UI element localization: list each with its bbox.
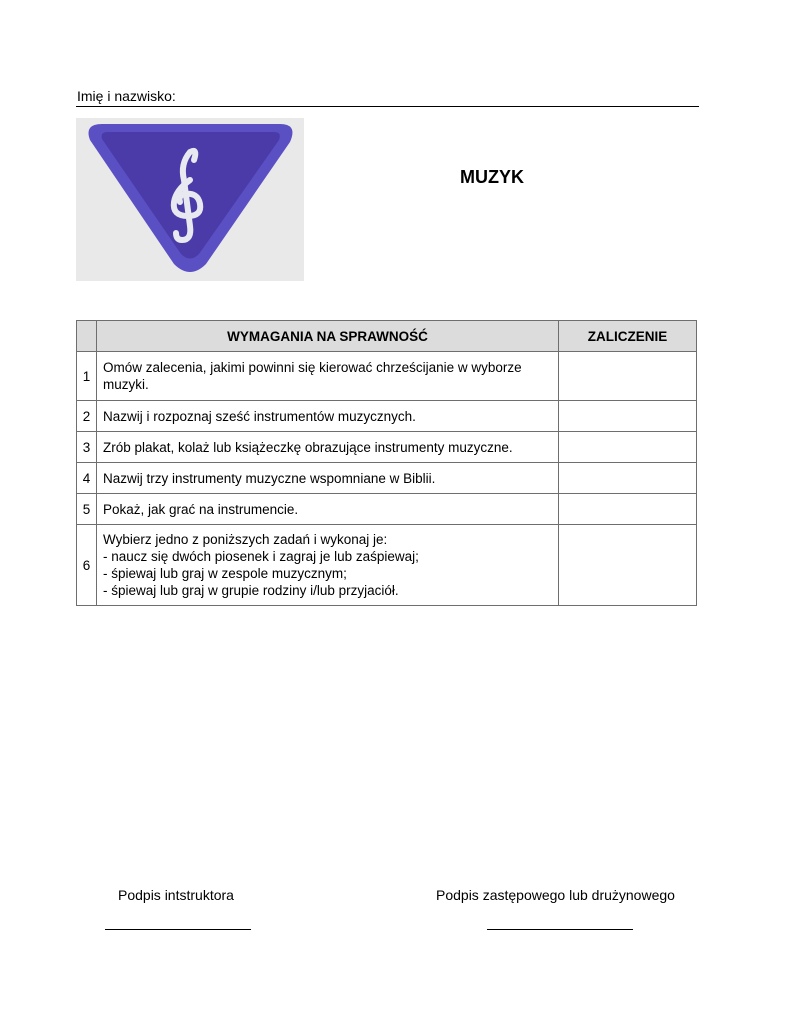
table-row [77,352,697,401]
row-number: 5 [77,494,97,525]
table-row [77,401,697,432]
row-completion[interactable] [559,494,697,525]
header-requirements: WYMAGANIA NA SPRAWNOŚĆ [97,321,559,352]
badge-graphic [76,118,304,281]
row-text: Zrób plakat, kolaż lub książeczkę obrazujące instrumenty muzyczne. [97,432,559,463]
row-completion[interactable] [559,463,697,494]
signature-leader-label: Podpis zastępowego lub drużynowego [436,887,675,903]
name-line [76,106,699,107]
row-text: Pokaż, jak grać na instrumencie. [97,494,559,525]
row-text-line: - śpiewaj lub graj w zespole muzycznym; [103,566,347,581]
row-completion[interactable] [559,432,697,463]
page-title: MUZYK [460,167,524,187]
row-completion[interactable] [559,352,697,401]
table-header-row [77,321,697,352]
name-label: Imię i nazwisko: [77,88,176,104]
header-number [77,321,97,352]
row-text: Nazwij trzy instrumenty muzyczne wspomniane w Biblii. [97,463,559,494]
row-number: 6 [77,525,97,606]
row-text-multiline [97,525,559,606]
row-text-line: - śpiewaj lub graj w grupie rodziny i/lub przyjaciół. [103,583,399,598]
header-completion: ZALICZENIE [559,321,697,352]
table-row [77,494,697,525]
requirements-table [76,320,697,606]
row-number: 4 [77,463,97,494]
signature-leader-line[interactable] [487,929,633,930]
row-text: Nazwij i rozpoznaj sześć instrumentów muzycznych. [97,401,559,432]
signature-instructor-label: Podpis intstruktora [118,887,234,903]
row-text-line: Wybierz jedno z poniższych zadań i wykonaj je: [103,532,388,547]
row-text: Omów zalecenia, jakimi powinni się kierować chrześcijanie w wyborze muzyki. [97,352,559,401]
row-text-line: - naucz się dwóch piosenek i zagraj je lub zaśpiewaj; [103,549,419,564]
table-row [77,463,697,494]
row-completion[interactable] [559,525,697,606]
badge-image [76,118,304,281]
table-row [77,525,697,606]
signature-instructor-line[interactable] [105,929,251,930]
row-number: 2 [77,401,97,432]
row-number: 3 [77,432,97,463]
table-row [77,432,697,463]
row-number: 1 [77,352,97,401]
row-completion[interactable] [559,401,697,432]
